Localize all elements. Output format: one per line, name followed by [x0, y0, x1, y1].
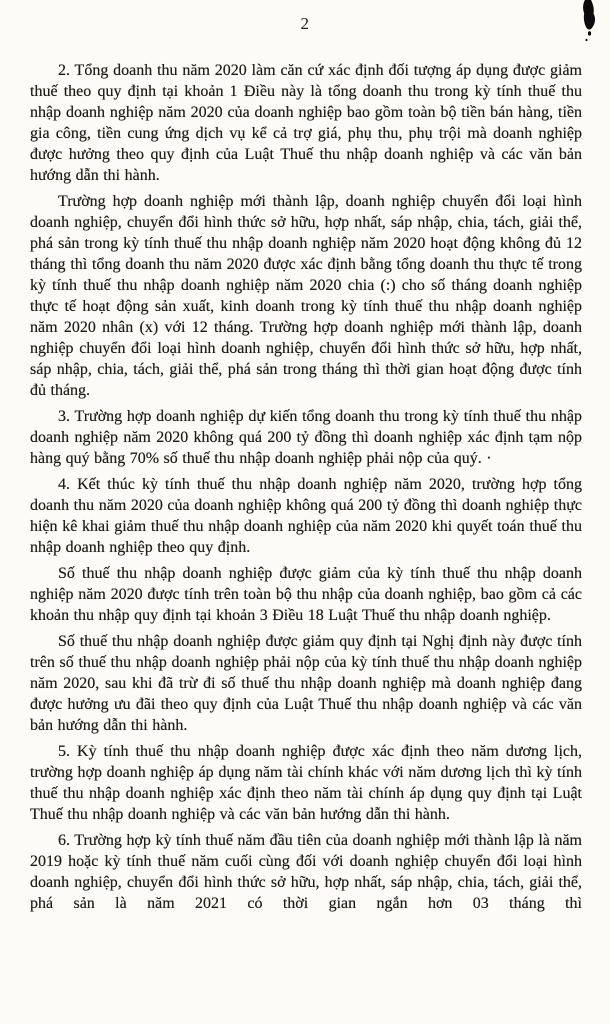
paragraph-clause-5: 5. Kỳ tính thuế thu nhập doanh nghiệp được xác định theo năm dương lịch, trường hợp doanh nghiệp áp dụng năm tài chính khác với năm dương lịch thì kỳ tính thuế thu nhập doanh nghiệp xác định theo năm tài chính áp dụng quy định tại Luật Thuế thu nhập doanh nghiệp và các văn bản hướng dẫn thi hành. [30, 743, 582, 823]
paragraph-clause-2: 2. Tổng doanh thu năm 2020 làm căn cứ xác định đối tượng áp dụng được giảm thuế theo quy định tại khoản 1 Điều này là tổng doanh thu trong kỳ tính thuế thu nhập doanh nghiệp năm 2020 của doanh nghiệp bao gồm toàn bộ tiền bán hàng, tiền gia công, tiền cung ứng dịch vụ kể cả trợ giá, phụ thu, phụ trội mà doanh nghiệp được hưởng theo quy định của Luật Thuế thu nhập doanh nghiệp và các văn bản hướng dẫn thi hành. [30, 62, 582, 184]
document-body [0, 35, 610, 914]
paragraph-clause-4-cont-2: Số thuế thu nhập doanh nghiệp được giảm quy định tại Nghị định này được tính trên số thuế thu nhập doanh nghiệp phải nộp của kỳ tính thuế thu nhập doanh nghiệp năm 2020, sau khi đã trừ đi số thuế thu nhập doanh nghiệp mà doanh nghiệp đang được hưởng ưu đãi theo quy định của Luật Thuế thu nhập doanh nghiệp và các văn bản hướng dẫn thi hành. [30, 633, 582, 734]
paragraph-clause-2-cont: Trường hợp doanh nghiệp mới thành lập, doanh nghiệp chuyển đổi loại hình doanh nghiệp, chuyển đổi hình thức sở hữu, hợp nhất, sáp nhập, chia, tách, giải thể, phá sản trong kỳ tính thuế thu nhập doanh nghiệp năm 2020 hoạt động không đủ 12 tháng thì tổng doanh thu năm 2020 được xác định bằng tổng doanh thu thực tế trong kỳ tính thuế thu nhập doanh nghiệp năm 2020 chia (:) cho số tháng doanh nghiệp thực tế hoạt động sản xuất, kinh doanh trong kỳ tính thuế thu nhập doanh nghiệp năm 2020 nhân (x) với 12 tháng. Trường hợp doanh nghiệp mới thành lập, doanh nghiệp chuyển đổi loại hình doanh nghiệp, chuyển đổi hình thức sở hữu, hợp nhất, sáp nhập, chia, tách, giải thể, phá sản trong tháng thì thời gian hoạt động được tính đủ tháng. [30, 193, 582, 399]
page-number: 2 [300, 14, 310, 33]
paragraph-clause-4-cont-1: Số thuế thu nhập doanh nghiệp được giảm của kỳ tính thuế thu nhập doanh nghiệp năm 2020 được tính trên toàn bộ thu nhập của doanh nghiệp, bao gồm cả các khoản thu nhập quy định tại khoản 3 Điều 18 Luật Thuế thu nhập doanh nghiệp. [30, 565, 582, 624]
paragraph-clause-3: 3. Trường hợp doanh nghiệp dự kiến tổng doanh thu trong kỳ tính thuế thu nhập doanh nghiệp năm 2020 không quá 200 tỷ đồng thì doanh nghiệp xác định tạm nộp hàng quý bằng 70% số thuế thu nhập doanh nghiệp phải nộp của quý. · [30, 408, 582, 467]
paragraph-clause-6: 6. Trường hợp kỳ tính thuế năm đầu tiên của doanh nghiệp mới thành lập là năm 2019 hoặc kỳ tính thuế năm cuối cùng đối với doanh nghiệp chuyển đổi loại hình doanh nghiệp, chuyển đổi hình thức sở hữu, hợp nhất, sáp nhập, chia, tách, giải thể, phá sản là năm 2021 có thời gian ngắn hơn 03 tháng thì [30, 832, 582, 912]
paragraph-clause-4: 4. Kết thúc kỳ tính thuế thu nhập doanh nghiệp năm 2020, trường hợp tổng doanh thu năm 2020 của doanh nghiệp không quá 200 tỷ đồng thì doanh nghiệp thực hiện kê khai giảm thuế thu nhập doanh nghiệp của năm 2020 khi quyết toán thuế thu nhập doanh nghiệp theo quy định. [30, 476, 582, 556]
